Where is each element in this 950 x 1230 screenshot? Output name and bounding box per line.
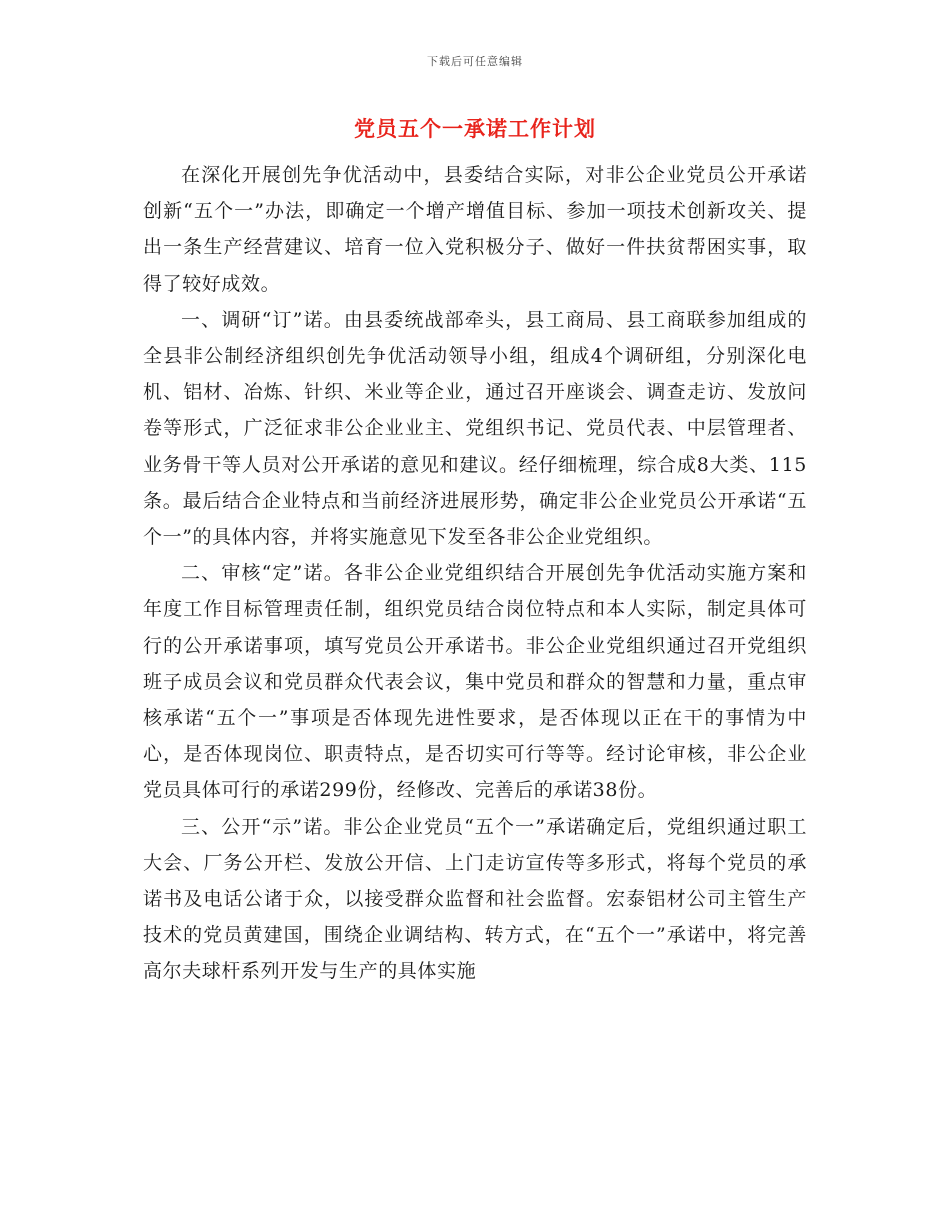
paragraph-section-3: 三、公开“示”诺。非公企业党员“五个一”承诺确定后，党组织通过职工大会、厂务公开栏、发放公开信、上门走访宣传等多形式，将每个党员的承诺书及电话公诸于众，以接受群众监督和社会监督。宏泰铝材公司主管生产技术的党员黄建国，围绕企业调结构、转方式，在“五个一”承诺中，将完善高尔夫球杆系列开发与生产的具体实施: [143, 815, 807, 983]
page-header-note: 下载后可任意编辑: [427, 55, 523, 68]
document-body: [143, 157, 807, 990]
paragraph-intro: 在深化开展创先争优活动中，县委结合实际，对非公企业党员公开承诺创新“五个一”办法，即确定一个增产增值目标、参加一项技术创新攻关、提出一条生产经营建议、培育一位入党积极分子、做好一件扶贫帮困实事，取得了较好成效。: [143, 164, 807, 295]
paragraph-section-2: 二、审核“定”诺。各非公企业党组织结合开展创先争优活动实施方案和年度工作目标管理责任制，组织党员结合岗位特点和本人实际，制定具体可行的公开承诺事项，填写党员公开承诺书。非公企业党组织通过召开党组织班子成员会议和党员群众代表会议，集中党员和群众的智慧和力量，重点审核承诺“五个一”事项是否体现先进性要求，是否体现以正在干的事情为中心，是否体现岗位、职责特点，是否切实可行等等。经讨论审核，非公企业党员具体可行的承诺299份，经修改、完善后的承诺38份。: [143, 562, 807, 802]
document-title: 党员五个一承诺工作计划: [354, 116, 596, 141]
paragraph-section-1: 一、调研“订”诺。由县委统战部牵头，县工商局、县工商联参加组成的全县非公制经济组织创先争优活动领导小组，组成4个调研组，分别深化电机、铝材、冶炼、针织、米业等企业，通过召开座谈会、调查走访、发放问卷等形式，广泛征求非公企业业主、党组织书记、党员代表、中层管理者、业务骨干等人员对公开承诺的意见和建议。经仔细梳理，综合成8大类、115条。最后结合企业特点和当前经济进展形势，确定非公企业党员公开承诺“五个一”的具体内容，并将实施意见下发至各非公企业党组织。: [143, 308, 807, 549]
